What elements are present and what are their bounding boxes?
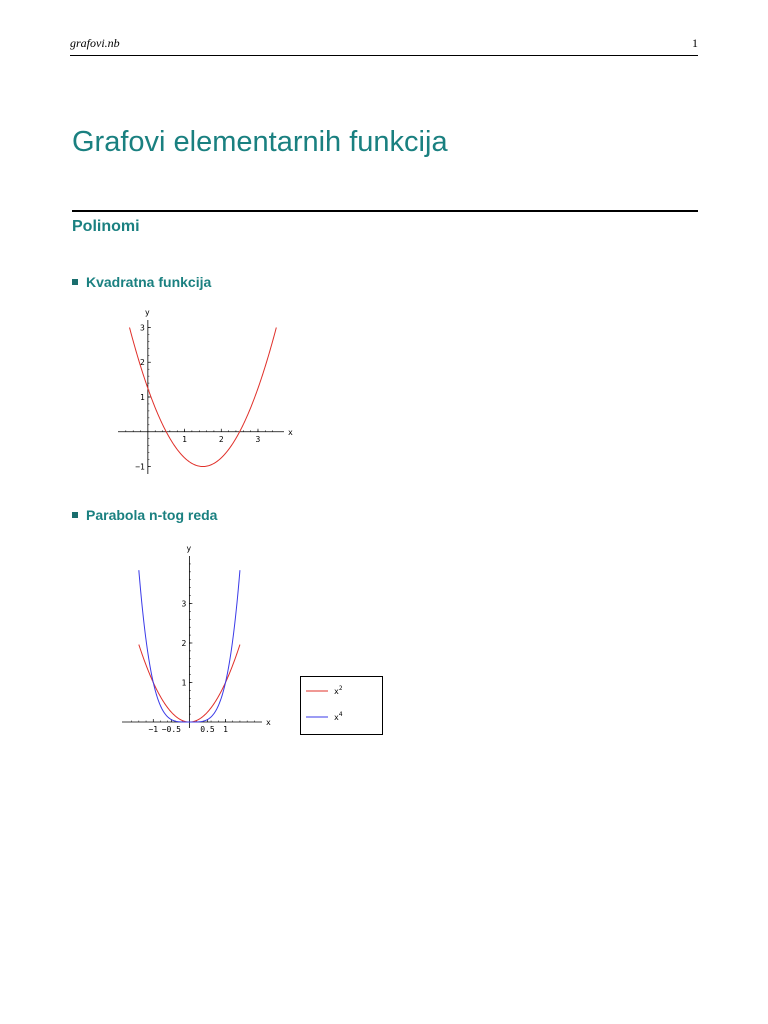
x-tick-label: 2 xyxy=(218,434,224,444)
subsection-label: Kvadratna funkcija xyxy=(86,274,212,290)
header-rule xyxy=(70,55,698,56)
section-rule xyxy=(72,210,698,212)
x-axis-label: x xyxy=(266,718,271,728)
square-bullet-icon xyxy=(72,279,78,285)
x-tick-label: 1 xyxy=(223,725,228,735)
y-tick-label: 2 xyxy=(181,638,187,648)
legend-exponent: 2 xyxy=(338,685,343,692)
page-number: 1 xyxy=(692,36,698,50)
y-tick-label: 1 xyxy=(140,393,145,402)
subsection-label: Parabola n-tog reda xyxy=(86,507,218,523)
quadratic-function-plot xyxy=(112,300,302,480)
plot-axes xyxy=(118,308,293,474)
x-tick-label: 0.5 xyxy=(200,725,215,735)
subsection-heading-quadratic xyxy=(72,274,211,290)
legend-label: $x^4$ xyxy=(334,711,343,722)
square-bullet-icon xyxy=(72,512,78,518)
running-head xyxy=(70,36,698,54)
y-tick-label: 3 xyxy=(140,323,145,333)
section-heading: Polinomi xyxy=(72,218,140,235)
file-name: grafovi.nb xyxy=(70,36,120,50)
y-tick-label: 2 xyxy=(140,358,145,368)
page-title: Grafovi elementarnih funkcija xyxy=(72,126,448,158)
plot-ticks xyxy=(132,564,255,734)
plot-curves xyxy=(130,327,277,466)
x-axis-label: x xyxy=(288,427,293,437)
legend-exponent: 4 xyxy=(338,711,343,718)
x-tick-label: 1 xyxy=(182,434,187,444)
plot-axes xyxy=(122,544,271,728)
power-functions-plot xyxy=(118,538,278,740)
y-tick-label: 1 xyxy=(181,678,187,688)
y-tick-label: −1 xyxy=(135,462,145,472)
legend-label: $x^2$ xyxy=(334,685,343,696)
y-axis-label: y xyxy=(144,308,150,317)
plot-legend xyxy=(300,676,384,736)
y-tick-label: 3 xyxy=(181,599,187,609)
x-tick-label: 3 xyxy=(255,434,261,444)
series-line-0 xyxy=(130,327,277,466)
x-tick-label: −0.5 xyxy=(161,725,181,735)
x-tick-label: −1 xyxy=(148,725,159,735)
subsection-heading-parabola xyxy=(72,507,217,523)
y-axis-label: y xyxy=(186,544,192,553)
